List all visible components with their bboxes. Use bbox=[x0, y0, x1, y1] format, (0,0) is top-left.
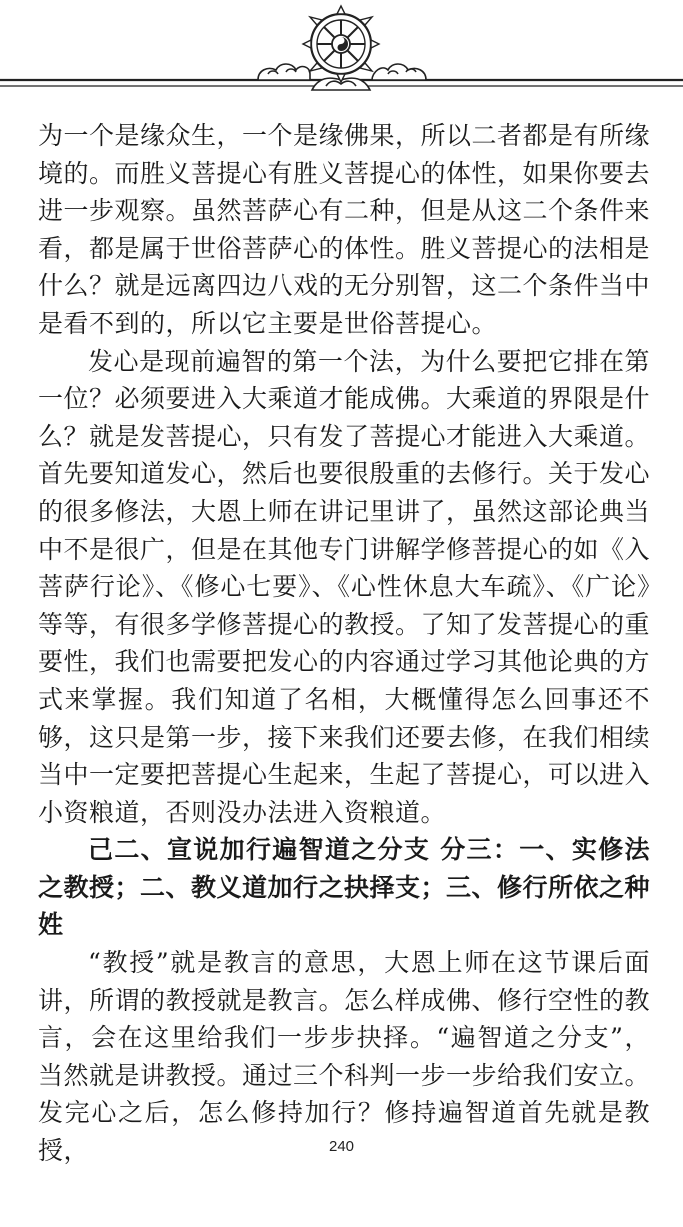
paragraph-3: “教授”就是教言的意思，大恩上师在这节课后面讲，所谓的教授就是教言。怎么样成佛、修行空性的教言，会在这里给我们一步步抉择。“遍智道之分支”，当然就是讲教授。通过三个科判一步一步给我们安立。发完心之后，怎么修持加行？修持遍智道首先就是教授， bbox=[38, 948, 651, 1166]
cloud-scroll-icon-left bbox=[258, 64, 310, 80]
paragraph-1: 为一个是缘众生，一个是缘佛果，所以二者都是有所缘境的。而胜义菩提心有胜义菩提心的体性，如果你要去进一步观察。虽然菩萨心有二种，但是从这二个条件来看，都是属于世俗菩萨心的体性。胜义菩提心的法相是什么？就是远离四边八戏的无分别智，这二个条件当中是看不到的，所以它主要是世俗菩提心。 bbox=[38, 121, 651, 338]
page-header bbox=[0, 0, 683, 110]
cloud-scroll-icon-right bbox=[372, 64, 426, 80]
paragraph-2: 发心是现前遍智的第一个法，为什么要把它排在第一位？必须要进入大乘道才能成佛。大乘道的界限是什么？就是发菩提心，只有发了菩提心才能进入大乘道。首先要知道发心，然后也要很殷重的去修行。关于发心的很多修法，大恩上师在讲记里讲了，虽然这部论典当中不是很广，但是在其他专门讲解学修菩提心的如《入菩萨行论》、《修心七要》、《心性休息大车疏》、《广论》等等，有很多学修菩提心的教授。了知了发菩提心的重要性，我们也需要把发心的内容通过学习其他论典的方式来掌握。我们知道了名相，大概懂得怎么回事还不够，这只是第一步，接下来我们还要去修，在我们相续当中一定要把菩提心生起来，生起了菩提心，可以进入小资粮道，否则没办法进入资粮道。 bbox=[38, 346, 651, 827]
dharma-wheel-icon bbox=[303, 6, 379, 82]
header-ornament bbox=[0, 0, 683, 110]
page-body bbox=[38, 117, 650, 1170]
page-number: 240 bbox=[328, 1138, 355, 1155]
section-heading: 己二、宣说加行遍智道之分支 分三：一、实修法之教授；二、教义道加行之抉择支；三、修行所依之种姓 bbox=[38, 835, 651, 940]
